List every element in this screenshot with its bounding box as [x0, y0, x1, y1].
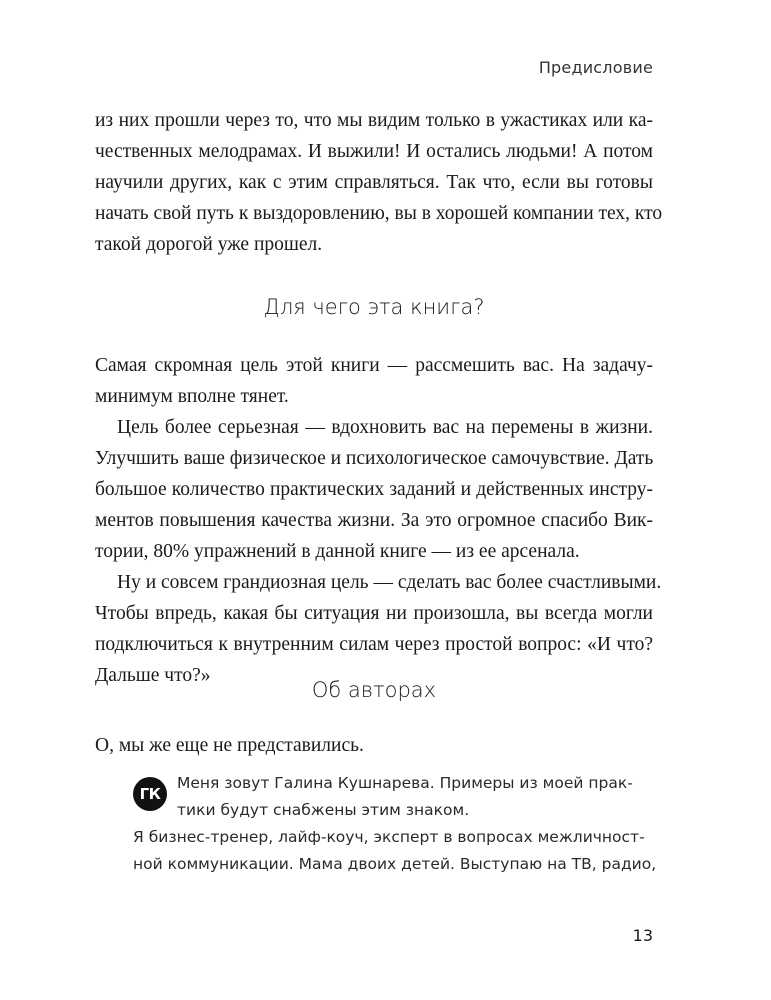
text-line: такой дорогой уже прошел. [95, 234, 323, 255]
text-line: Чтобы впредь, какая бы ситуация ни произошла, вы всегда могли [95, 603, 653, 624]
text-line: большое количество практических заданий и действенных инстру- [95, 479, 653, 500]
note-line: Меня зовут Галина Кушнарева. Примеры из моей прак- [177, 774, 633, 792]
authors-paragraph [95, 730, 653, 761]
text-line: Цель более серьезная — вдохновить вас на перемены в жизни. [117, 417, 653, 438]
text-line: Самая скромная цель этой книги — рассмешить вас. На задачу- [95, 355, 653, 376]
text-line: начать свой путь к выздоровлению, вы в хорошей компании тех, кто [95, 203, 663, 224]
note-line: ной коммуникации. Мама двоих детей. Выступаю на ТВ, радио, [133, 855, 657, 873]
author-note-gk [133, 770, 657, 878]
text-line: из них прошли через то, что мы видим только в ужастиках или ка- [95, 110, 653, 131]
note-line: тики будут снабжены этим знаком. [177, 801, 470, 819]
text-line: тории, 80% упражнений в данной книге — из ее арсенала. [95, 541, 580, 562]
text-line: Ну и совсем грандиозная цель — сделать вас более счастливыми. [117, 572, 662, 593]
page-number: 13 [632, 926, 653, 945]
text-line: чественных мелодрамах. И выжили! И остались людьми! А потом [95, 141, 653, 162]
intro-paragraph [95, 105, 663, 260]
text-line: научили других, как с этим справляться. Так что, если вы готовы [95, 172, 653, 193]
text-line: минимум вполне тянет. [95, 386, 289, 407]
text-line: Улучшить ваше физическое и психологическое самочувствие. Дать [95, 448, 654, 469]
running-head: Предисловие [538, 58, 653, 77]
author-badge-icon: ГК [133, 777, 167, 811]
section-heading-authors: Об авторах [311, 678, 437, 702]
text-line: О, мы же еще не представились. [95, 735, 364, 756]
text-line: Дальше что?» [95, 665, 211, 686]
purpose-paragraphs [95, 350, 662, 691]
text-line: ментов повышения качества жизни. За это огромное спасибо Вик- [95, 510, 653, 531]
section-heading-purpose: Для чего эта книга? [263, 295, 485, 319]
note-line: Я бизнес-тренер, лайф-коуч, эксперт в вопросах межличност- [133, 828, 645, 846]
text-line: подключиться к внутренним силам через простой вопрос: «И что? [95, 634, 653, 655]
